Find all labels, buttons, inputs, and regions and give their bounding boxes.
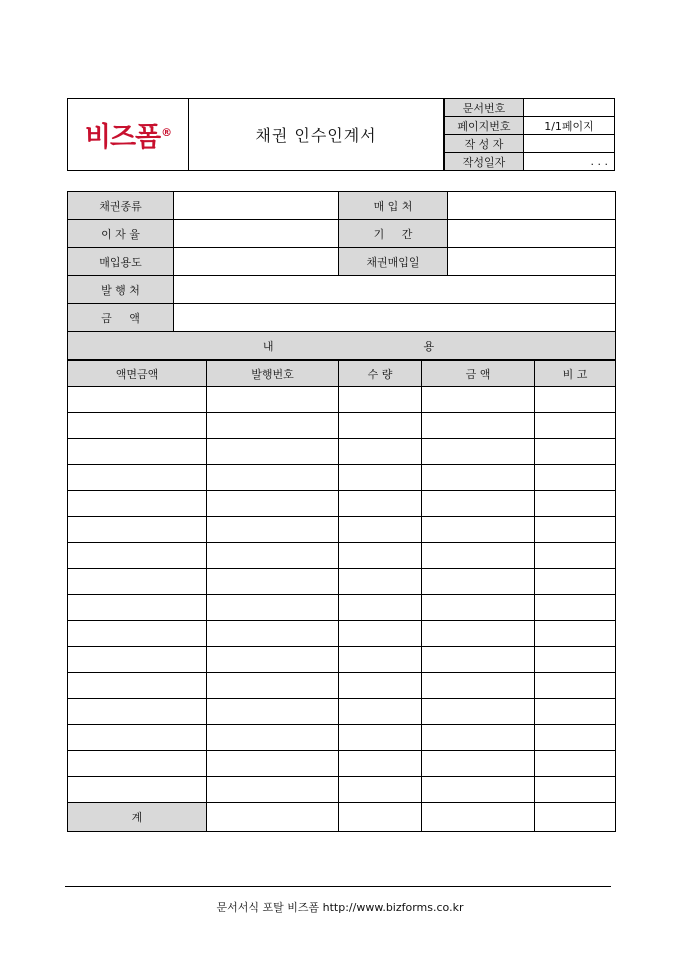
issuer-label: 발 행 처 — [68, 276, 174, 304]
item-cell[interactable] — [68, 517, 207, 543]
item-cell[interactable] — [422, 387, 535, 413]
item-cell[interactable] — [339, 491, 422, 517]
item-row — [68, 387, 616, 413]
purpose-label: 매입용도 — [68, 248, 174, 276]
item-cell[interactable] — [68, 387, 207, 413]
footer-text: 문서서식 포탈 비즈폼 http://www.bizforms.co.kr — [216, 901, 464, 914]
section-label-2: 용 — [423, 339, 435, 353]
item-cell[interactable] — [339, 751, 422, 777]
document-meta-table — [444, 98, 615, 171]
item-cell[interactable] — [68, 543, 207, 569]
item-cell[interactable] — [535, 491, 616, 517]
item-cell[interactable] — [68, 621, 207, 647]
item-cell[interactable] — [535, 413, 616, 439]
item-cell[interactable] — [207, 569, 339, 595]
item-cell[interactable] — [207, 621, 339, 647]
col-remarks: 비 고 — [535, 361, 616, 387]
col-face-value: 액면금액 — [68, 361, 207, 387]
item-cell[interactable] — [422, 777, 535, 803]
period-label: 기 간 — [339, 220, 448, 248]
item-cell[interactable] — [68, 595, 207, 621]
item-row — [68, 751, 616, 777]
item-cell[interactable] — [339, 647, 422, 673]
bizforms-logo — [85, 115, 171, 154]
item-row — [68, 569, 616, 595]
logo-cell — [68, 99, 189, 170]
item-cell[interactable] — [339, 543, 422, 569]
item-cell[interactable] — [422, 569, 535, 595]
item-cell[interactable] — [339, 621, 422, 647]
item-cell[interactable] — [535, 543, 616, 569]
item-cell[interactable] — [68, 439, 207, 465]
item-cell[interactable] — [339, 673, 422, 699]
item-row — [68, 725, 616, 751]
item-cell[interactable] — [535, 699, 616, 725]
bond-type-field[interactable] — [174, 192, 339, 220]
meta-label: 작 성 자 — [445, 135, 524, 153]
meta-value[interactable]: 1/1페이지 — [524, 117, 615, 135]
item-cell[interactable] — [535, 517, 616, 543]
document-title: 채권 인수인계서 — [189, 99, 444, 170]
col-issue-number: 발행번호 — [207, 361, 339, 387]
item-row — [68, 595, 616, 621]
amount-label: 금 액 — [68, 304, 174, 332]
item-cell[interactable] — [68, 725, 207, 751]
item-cell[interactable] — [422, 725, 535, 751]
meta-value[interactable] — [524, 99, 615, 117]
interest-rate-field[interactable] — [174, 220, 339, 248]
col-quantity: 수 량 — [339, 361, 422, 387]
item-cell[interactable] — [207, 699, 339, 725]
item-cell[interactable] — [68, 465, 207, 491]
item-cell[interactable] — [207, 673, 339, 699]
item-row — [68, 673, 616, 699]
item-cell[interactable] — [535, 465, 616, 491]
item-cell[interactable] — [422, 543, 535, 569]
items-table — [67, 360, 616, 832]
amount-field[interactable] — [174, 304, 616, 332]
contents-section-header — [68, 332, 616, 360]
item-cell[interactable] — [339, 699, 422, 725]
item-cell[interactable] — [68, 777, 207, 803]
meta-row — [445, 117, 615, 135]
item-cell[interactable] — [68, 413, 207, 439]
item-row — [68, 413, 616, 439]
item-cell[interactable] — [422, 439, 535, 465]
item-cell[interactable] — [422, 647, 535, 673]
item-cell[interactable] — [207, 491, 339, 517]
item-cell[interactable] — [422, 621, 535, 647]
item-cell[interactable] — [535, 621, 616, 647]
item-row — [68, 543, 616, 569]
item-row — [68, 647, 616, 673]
item-cell[interactable] — [422, 751, 535, 777]
bond-type-label: 채권종류 — [68, 192, 174, 220]
item-row — [68, 439, 616, 465]
item-cell[interactable] — [207, 595, 339, 621]
item-cell[interactable] — [68, 491, 207, 517]
bond-info-table — [67, 191, 616, 360]
item-cell[interactable] — [422, 465, 535, 491]
period-field[interactable] — [448, 220, 616, 248]
item-cell[interactable] — [339, 387, 422, 413]
item-cell[interactable] — [535, 751, 616, 777]
item-cell[interactable] — [207, 465, 339, 491]
item-row — [68, 699, 616, 725]
item-cell[interactable] — [339, 595, 422, 621]
item-cell[interactable] — [339, 465, 422, 491]
total-cell[interactable] — [339, 803, 422, 832]
logo-text: 비즈폼 — [84, 122, 161, 153]
meta-label: 작성일자 — [445, 153, 524, 171]
item-cell[interactable] — [422, 673, 535, 699]
document-header — [67, 98, 615, 171]
item-cell[interactable] — [422, 517, 535, 543]
item-row — [68, 621, 616, 647]
item-cell[interactable] — [207, 725, 339, 751]
registered-mark: ® — [161, 126, 172, 139]
item-cell[interactable] — [207, 543, 339, 569]
meta-row — [445, 135, 615, 153]
item-row — [68, 465, 616, 491]
item-cell[interactable] — [339, 413, 422, 439]
main-form — [67, 191, 615, 832]
item-row — [68, 517, 616, 543]
item-cell[interactable] — [339, 777, 422, 803]
purchaser-label: 매 입 처 — [339, 192, 448, 220]
issuer-field[interactable] — [174, 276, 616, 304]
item-cell[interactable] — [207, 413, 339, 439]
item-row — [68, 491, 616, 517]
meta-row — [445, 153, 615, 171]
meta-label: 문서번호 — [445, 99, 524, 117]
item-cell[interactable] — [207, 517, 339, 543]
item-cell[interactable] — [207, 647, 339, 673]
total-label: 계 — [68, 803, 207, 832]
item-cell[interactable] — [68, 673, 207, 699]
total-cell[interactable] — [535, 803, 616, 832]
item-cell[interactable] — [68, 569, 207, 595]
item-cell[interactable] — [422, 413, 535, 439]
purchaser-field[interactable] — [448, 192, 616, 220]
meta-value[interactable] — [524, 135, 615, 153]
purpose-field[interactable] — [174, 248, 339, 276]
item-cell[interactable] — [535, 569, 616, 595]
meta-label: 페이지번호 — [445, 117, 524, 135]
item-cell[interactable] — [422, 491, 535, 517]
item-cell[interactable] — [68, 647, 207, 673]
item-cell[interactable] — [535, 439, 616, 465]
purchase-date-field[interactable] — [448, 248, 616, 276]
purchase-date-label: 채권매입일 — [339, 248, 448, 276]
item-row — [68, 777, 616, 803]
section-label-1: 내 — [262, 339, 274, 353]
item-cell[interactable] — [207, 751, 339, 777]
col-amount: 금 액 — [422, 361, 535, 387]
item-cell[interactable] — [68, 699, 207, 725]
item-cell[interactable] — [535, 725, 616, 751]
item-cell[interactable] — [339, 725, 422, 751]
meta-row — [445, 99, 615, 117]
item-cell[interactable] — [535, 673, 616, 699]
meta-value[interactable]: . . . — [524, 153, 615, 171]
item-cell[interactable] — [535, 387, 616, 413]
item-cell[interactable] — [68, 751, 207, 777]
item-cell[interactable] — [422, 595, 535, 621]
item-cell[interactable] — [339, 517, 422, 543]
total-row — [68, 803, 616, 832]
item-cell[interactable] — [535, 777, 616, 803]
interest-rate-label: 이 자 율 — [68, 220, 174, 248]
item-cell[interactable] — [207, 439, 339, 465]
item-cell[interactable] — [207, 387, 339, 413]
item-cell[interactable] — [535, 647, 616, 673]
footer-divider — [65, 886, 611, 887]
items-header-row — [68, 361, 616, 387]
item-cell[interactable] — [535, 595, 616, 621]
item-cell[interactable] — [339, 439, 422, 465]
item-cell[interactable] — [422, 699, 535, 725]
item-cell[interactable] — [339, 569, 422, 595]
item-cell[interactable] — [207, 777, 339, 803]
total-cell[interactable] — [422, 803, 535, 832]
total-cell[interactable] — [207, 803, 339, 832]
